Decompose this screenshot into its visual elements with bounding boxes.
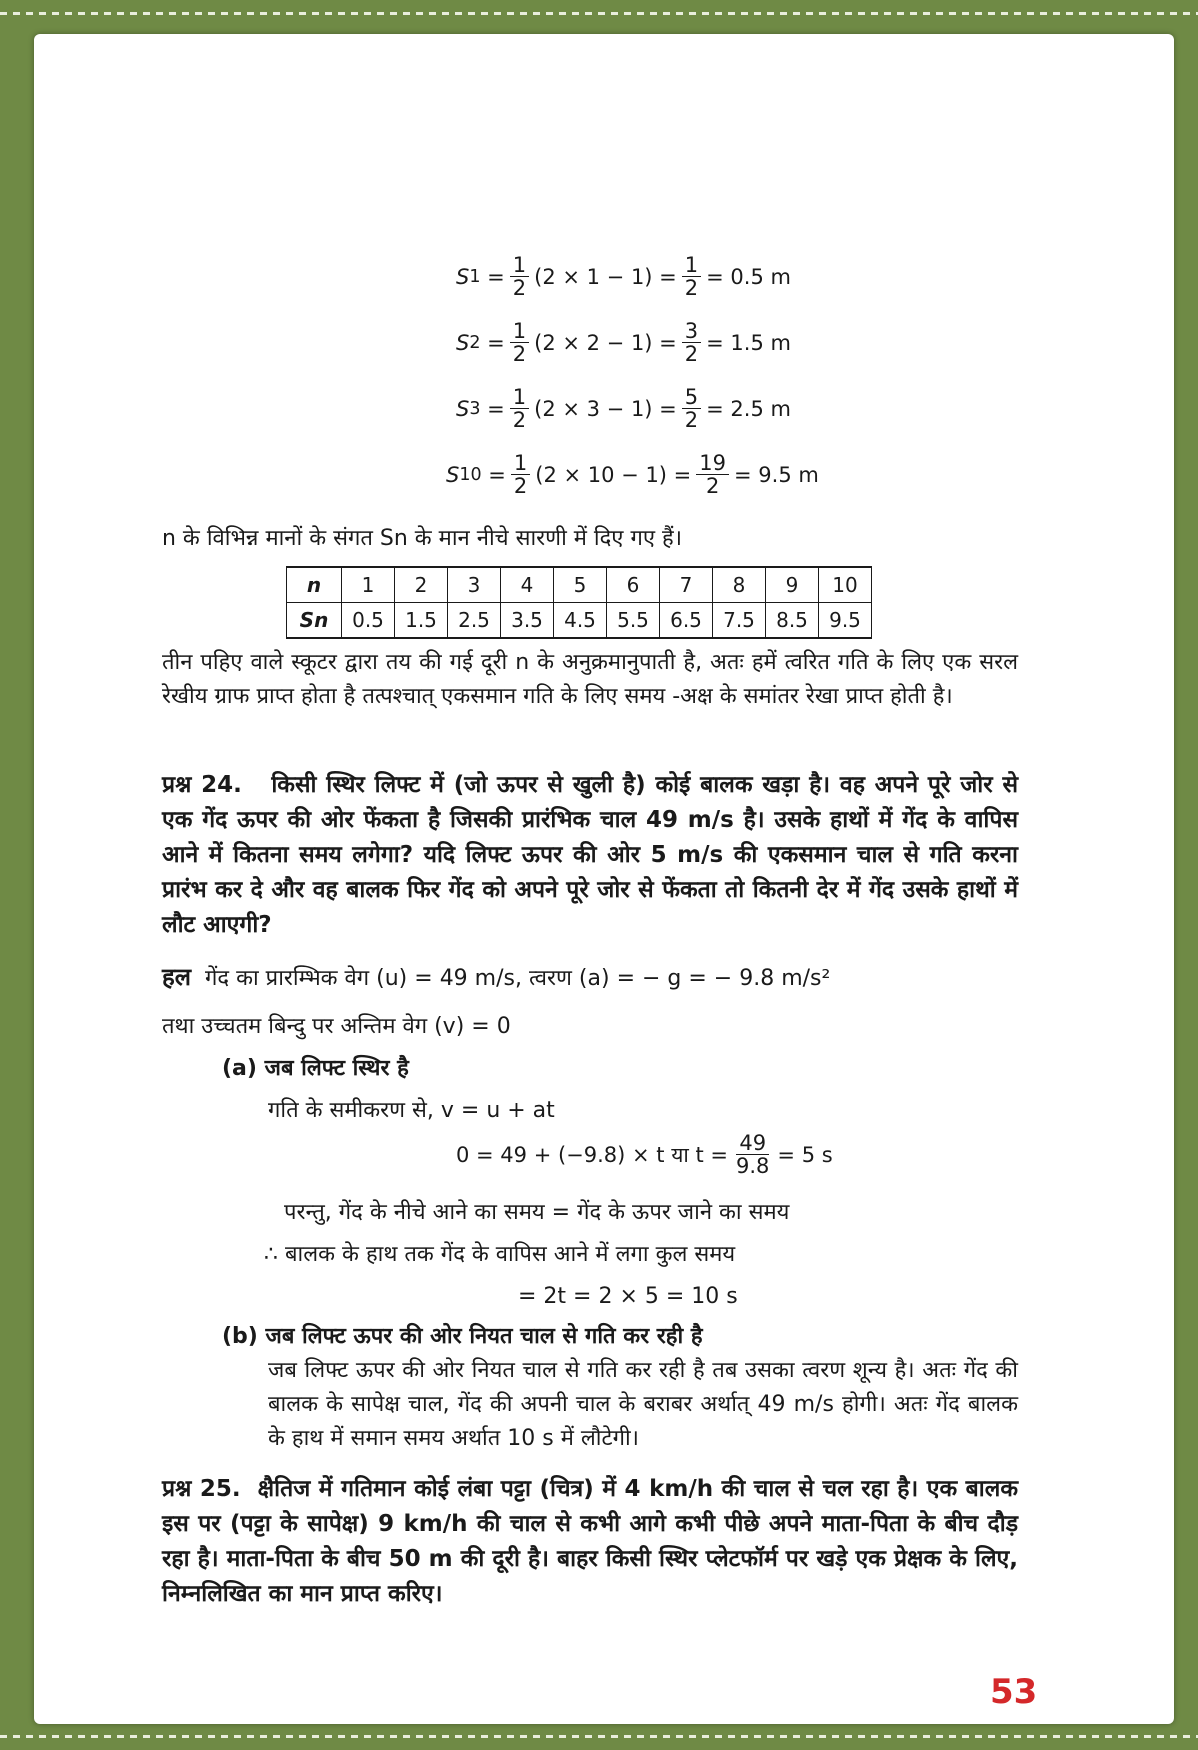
table-intro: n के विभिन्न मानों के संगत Sn के मान नीचे सारणी में दिए गए हैं। xyxy=(162,526,683,551)
case-b-text: जब लिफ्ट ऊपर की ओर नियत चाल से गति कर रही है तब उसका त्वरण शून्य है। अतः गेंद की बालक के सापेक्ष चाल, गेंद की अपनी चाल के बराबर अर्थात् 49 m/s होगी। अतः गेंद बालक के हाथ में समान समय अर्थात 10 s में लौटेगी। xyxy=(268,1358,1018,1451)
question-25-label: प्रश्न 25. xyxy=(162,1476,241,1502)
table-cell: 2 xyxy=(395,567,448,603)
equation-s2: S 2 = $\frac{1}{2}$ (2 × 2 − 1) = $\frac{3}{2}$ = 1.5 m xyxy=(456,319,791,367)
table-cell: 5 xyxy=(554,567,607,603)
equation-s3: S 3 = $\frac{1}{2}$ (2 × 3 − 1) = $\frac{5}{2}$ = 2.5 m xyxy=(456,385,791,433)
case-a-equation-intro: गति के समीकरण से, v = u + at xyxy=(268,1098,555,1123)
case-b-heading: (b) जब लिफ्ट ऊपर की ओर नियत चाल से गति कर रही है xyxy=(222,1324,703,1349)
table-cell: 8.5 xyxy=(766,603,819,639)
table-cell: 6 xyxy=(607,567,660,603)
table-cell: 10 xyxy=(819,567,872,603)
table-cell: 1.5 xyxy=(395,603,448,639)
table-row-n xyxy=(287,567,872,603)
table-row-sn xyxy=(287,603,872,639)
sn-table xyxy=(286,566,872,639)
table-cell: 9.5 xyxy=(819,603,872,639)
solution-label: हल xyxy=(162,963,192,991)
table-cell: 2.5 xyxy=(448,603,501,639)
table-cell: 6.5 xyxy=(660,603,713,639)
question-25-text: क्षैतिज में गतिमान कोई लंबा पट्टा (चित्र) में 4 km/h की चाल से चल रहा है। एक बालक इस पर (पट्टा के सापेक्ष) 9 km/h की चाल से कभी आगे कभी पीछे अपने माता-पिता के बीच दौड़ रहा है। माता-पिता के बीच 50 m की दूरी है। बाहर किसी स्थिर प्लेटफॉर्म पर खड़े एक प्रेक्षक के लिए, निम्नलिखित का मान प्राप्त करिए। xyxy=(162,1476,1018,1607)
table-cell: 0.5 xyxy=(342,603,395,639)
case-a-line-4: ∴ बालक के हाथ तक गेंद के वापिस आने में लगा कुल समय xyxy=(264,1242,736,1267)
solution-initial-values: गेंद का प्रारम्भिक वेग (u) = 49 m/s, त्वरण (a) = − g = − 9.8 m/s² xyxy=(205,966,831,991)
case-a-line-3: परन्तु, गेंद के नीचे आने का समय = गेंद के ऊपर जाने का समय xyxy=(284,1200,790,1225)
page-number: 53 xyxy=(990,1672,1038,1712)
table-cell: 9 xyxy=(766,567,819,603)
case-a-equation: 0 = 49 + (−9.8) × t या t = $\frac{49}{9.8}$ = 5 s xyxy=(456,1131,833,1179)
question-24-text: किसी स्थिर लिफ्ट में (जो ऊपर से खुली है) कोई बालक खड़ा है। वह अपने पूरे जोर से एक गेंद ऊपर की ओर फेंकता है जिसकी प्रारंभिक चाल 49 m/s है। उसके हाथों में गेंद के वापिस आने में कितना समय लगेगा? यदि लिफ्ट ऊपर की ओर 5 m/s की एकसमान चाल से गति करना प्रारंभ कर दे और वह बालक फिर गेंद को अपने पूरे जोर से फेंकता तो कितनी देर में गेंद उसके हाथों में लौट आएगी? xyxy=(162,772,1018,938)
question-24 xyxy=(162,768,1018,943)
question-24-label: प्रश्न 24. xyxy=(162,772,242,798)
table-header-sn: Sn xyxy=(287,603,342,639)
table-header-n: n xyxy=(287,567,342,603)
paragraph-after-table: तीन पहिए वाले स्कूटर द्वारा तय की गई दूरी n के अनुक्रमानुपाती है, अतः हमें त्वरित गति के लिए एक सरल रेखीय ग्राफ प्राप्त होता है तत्पश्चात् एकसमान गति के लिए समय -अक्ष के समांतर रेखा प्राप्त होती है। xyxy=(162,650,1018,709)
table-cell: 8 xyxy=(713,567,766,603)
equation-s1: S 1 = $\frac{1}{2}$ (2 × 1 − 1) = $\frac{1}{2}$ = 0.5 m xyxy=(456,253,791,301)
table-cell: 3.5 xyxy=(501,603,554,639)
bottom-border xyxy=(0,1735,1198,1738)
table-cell: 1 xyxy=(342,567,395,603)
case-a-line-5: = 2t = 2 × 5 = 10 s xyxy=(518,1284,738,1309)
solution-line-1 xyxy=(162,960,1022,996)
table-cell: 4.5 xyxy=(554,603,607,639)
table-cell: 5.5 xyxy=(607,603,660,639)
solution-line-2: तथा उच्चतम बिन्दु पर अन्तिम वेग (v) = 0 xyxy=(162,1014,511,1039)
table-cell: 4 xyxy=(501,567,554,603)
equation-s10: S 10 = $\frac{1}{2}$ (2 × 10 − 1) = $\frac{19}{2}$ = 9.5 m xyxy=(446,451,819,499)
top-border xyxy=(0,12,1198,15)
table-cell: 3 xyxy=(448,567,501,603)
case-a-heading: (a) जब लिफ्ट स्थिर है xyxy=(222,1056,409,1081)
table-cell: 7.5 xyxy=(713,603,766,639)
table-cell: 7 xyxy=(660,567,713,603)
question-25 xyxy=(162,1472,1018,1612)
